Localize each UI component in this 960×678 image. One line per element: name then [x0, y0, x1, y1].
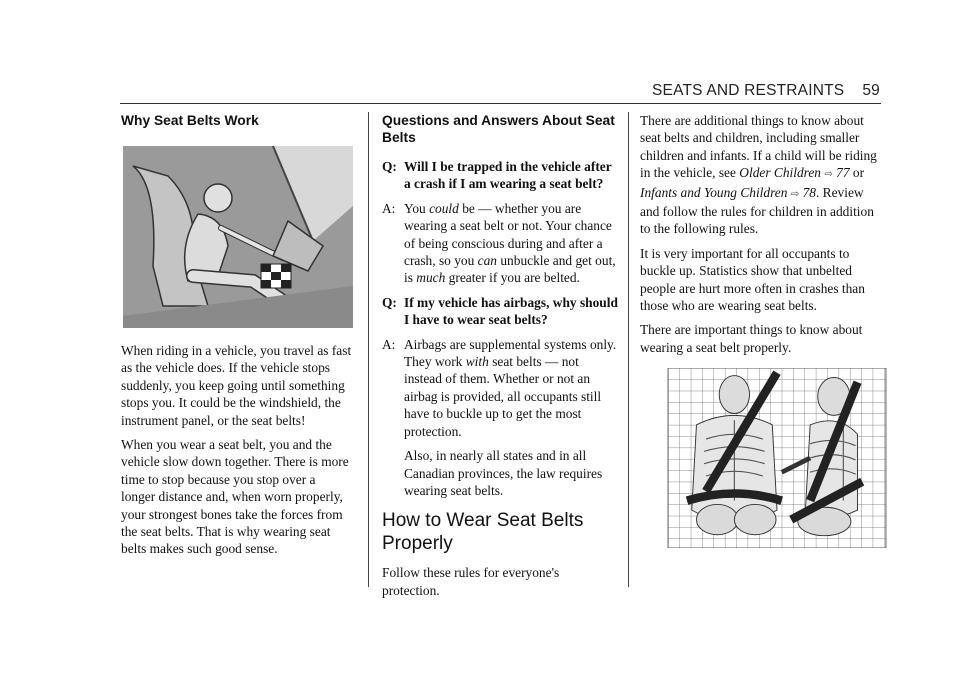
crash-dummy-illustration: [123, 146, 353, 328]
column-2: [382, 112, 620, 606]
paragraph-1: When riding in a vehicle, you travel as fast as the vehicle does. If the vehicle stops suddenly, you keep going until something stops you. It could be the windshield, the instrument panel, or the seat belts!: [121, 343, 352, 428]
skeleton-seat-belt-illustration: [662, 368, 892, 548]
column-divider-1: [368, 112, 369, 587]
paragraph-children: There are additional things to know about seat belts and children, including smaller children and infants. If a child will be riding in the vehicle, see Older Children ⇨ 77 or Infants and Young Children ⇨ 78. Review and follow the rules for children in addition to the following rules.: [640, 113, 877, 237]
paragraph-follow-rules: Follow these rules for everyone's protection.: [382, 565, 560, 598]
column-3: [640, 112, 880, 548]
paragraph-wear-properly: There are important things to know about wearing a seat belt properly.: [640, 322, 863, 355]
answer-1: [382, 200, 620, 287]
page-ref-older-children[interactable]: 77: [836, 165, 850, 181]
section-title: SEATS AND RESTRAINTS: [652, 82, 845, 99]
page-header: [640, 82, 880, 102]
page-number: 59: [862, 82, 880, 99]
heading-how-to-wear: How to Wear Seat Belts Properly: [382, 510, 584, 555]
answer-2-extra: Also, in nearly all states and in all Canadian provinces, the law requires wearing seat belts.: [404, 448, 603, 498]
link-older-children[interactable]: Older Children: [739, 165, 822, 181]
answer-text: Airbags are supplemental systems only. They work with seat belts — not instead of them. Whether or not an airbag is provided, all occupants still have to buckle up to get the most protection.: [404, 336, 617, 439]
page-reference-arrow-icon: ⇨: [824, 169, 833, 181]
heading-questions-answers: Questions and Answers About Seat Belts: [382, 113, 615, 145]
answer-2: [382, 336, 620, 440]
question-1: [382, 158, 620, 193]
question-2: [382, 294, 620, 329]
header-rule: [120, 103, 881, 104]
a-label: A:: [382, 200, 396, 216]
q-label: Q:: [382, 159, 397, 174]
page-ref-infants[interactable]: 78: [802, 184, 816, 200]
answer-text: You could be — whether you are wearing a seat belt or not. Your chance of being conscious during and after a crash, so you can unbuckle and get out, is much greater if you are belted.: [404, 200, 616, 286]
link-infants-young-children[interactable]: Infants and Young Children: [640, 184, 788, 200]
page-reference-arrow-icon: ⇨: [790, 188, 800, 200]
paragraph-buckle-up: It is very important for all occupants to buckle up. Statistics show that unbelted people are hurt more often in crashes than those who are wearing seat belts.: [640, 245, 865, 314]
question-text: If my vehicle has airbags, why should I have to wear seat belts?: [404, 294, 618, 328]
column-1: [121, 112, 353, 565]
column-divider-2: [628, 112, 629, 587]
a-label: A:: [382, 336, 396, 352]
heading-why-seat-belts-work: Why Seat Belts Work: [121, 113, 259, 128]
paragraph-2: When you wear a seat belt, you and the vehicle slow down together. There is more time to stop because you stop over a longer distance and, when worn properly, your strongest bones take the forces from the seat belts. That is why wearing seat belts makes such good sense.: [121, 437, 349, 557]
q-label: Q:: [382, 294, 397, 310]
question-text: Will I be trapped in the vehicle after a crash if I am wearing a seat belt?: [404, 159, 612, 192]
